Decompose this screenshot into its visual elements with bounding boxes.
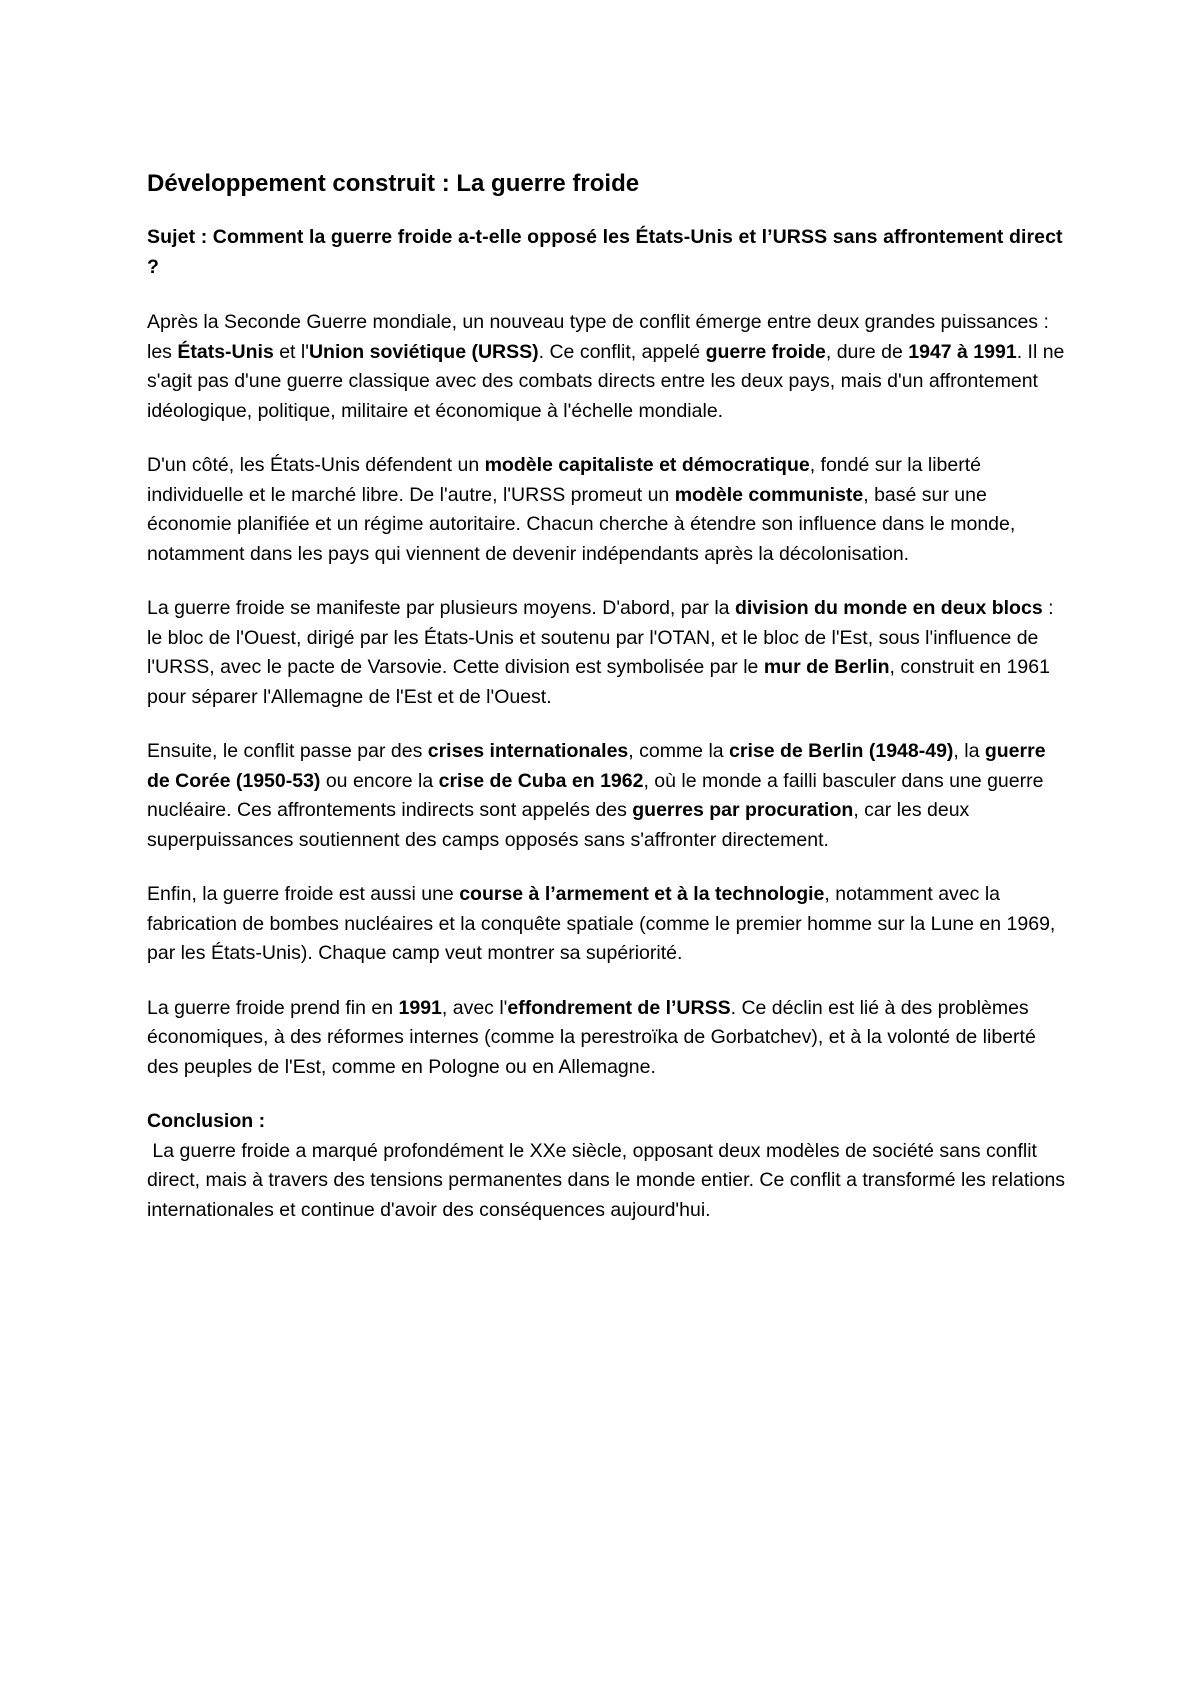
bold-text-run: course à l’armement et à la technologie <box>459 883 825 905</box>
paragraph <box>147 451 1067 569</box>
body-paragraphs <box>147 308 1067 1082</box>
bold-text-run: modèle communiste <box>674 483 864 506</box>
text-run: , basé sur une économie planifiée et un régime autoritaire. Chacun cherche à étendre son influence dans le monde, notamment dans les pays qui viennent de devenir indépendants après la décolonisation. <box>147 483 1016 565</box>
text-run: , où le monde a failli basculer dans une guerre nucléaire. Ces affrontements indirects sont appelés des <box>147 769 1044 821</box>
text-run: . Ce conflit, appelé <box>538 340 706 363</box>
text-run: , la <box>953 740 985 762</box>
bold-text-run: guerre de Corée (1950-53) <box>147 740 1046 792</box>
text-run: , fondé sur la liberté individuelle et le marché libre. De l'autre, l'URSS promeut un <box>147 454 981 506</box>
text-run: , notamment avec la fabrication de bombes nucléaires et la conquête spatiale (comme le premier homme sur la Lune en 1969, par les États-Unis). Chaque camp veut montrer sa supériorité. <box>147 883 1056 964</box>
bold-text-run: 1991 <box>398 996 442 1019</box>
conclusion-section <box>147 1107 1071 1225</box>
text-run: , dure de <box>825 340 909 363</box>
document-page <box>147 168 1071 1225</box>
text-run: , construit en 1961 pour séparer l'Allemagne de l'Est et de l'Ouest. <box>147 656 1050 708</box>
text-run: , comme la <box>628 740 730 762</box>
conclusion-text: La guerre froide a marqué profondément le XXe siècle, opposant deux modèles de société sans conflit direct, mais à travers des tensions permanentes dans le monde entier. Ce conflit a transformé les relations internationales et continue d'avoir des conséquences aujourd'hui. <box>147 1139 1071 1221</box>
bold-text-run: effondrement de l’URSS <box>507 996 731 1019</box>
text-run: La guerre froide prend fin en <box>147 996 399 1019</box>
text-run: . Il ne s'agit pas d'une guerre classique avec des combats directs entre les deux pays, mais d'un affrontement idéologique, politique, militaire et économique à l'échelle mondiale. <box>147 340 1065 422</box>
text-run: D'un côté, les États-Unis défendent un <box>147 454 485 476</box>
paragraph <box>147 994 1067 1083</box>
text-run: : le bloc de l'Ouest, dirigé par les États-Unis et soutenu par l'OTAN, et le bloc de l'Est, sous l'influence de l'URSS, avec le pacte de Varsovie. Cette division est symbolisée par le <box>147 597 1054 678</box>
text-run: , avec l' <box>441 996 508 1019</box>
bold-text-run: 1947 à 1991 <box>908 340 1017 363</box>
bold-text-run: division du monde en deux blocs <box>734 597 1043 619</box>
bold-text-run: guerre froide <box>705 340 826 363</box>
paragraph <box>147 308 1067 426</box>
document-title: Développement construit : La guerre froide <box>147 170 640 197</box>
bold-text-run: Union soviétique (URSS) <box>308 340 539 363</box>
text-run: ou encore la <box>320 769 439 792</box>
paragraph <box>147 737 1067 855</box>
conclusion-label: Conclusion : <box>147 1110 266 1132</box>
bold-text-run: crises internationales <box>427 740 629 762</box>
text-run: Après la Seconde Guerre mondiale, un nouveau type de conflit émerge entre deux grandes puissances : les <box>147 311 1049 363</box>
bold-text-run: guerres par procuration <box>632 799 854 821</box>
bold-text-run: États-Unis <box>177 340 274 363</box>
bold-text-run: crise de Cuba en 1962 <box>438 769 644 792</box>
text-run: , car les deux superpuissances soutiennent des camps opposés sans s'affronter directement. <box>147 799 970 851</box>
text-run: Ensuite, le conflit passe par des <box>147 740 428 762</box>
text-run: et l' <box>273 340 309 363</box>
bold-text-run: mur de Berlin <box>763 656 890 678</box>
text-run: La guerre froide se manifeste par plusieurs moyens. D'abord, par la <box>147 597 735 619</box>
bold-text-run: modèle capitaliste et démocratique <box>484 454 810 476</box>
paragraph <box>147 880 1067 969</box>
bold-text-run: crise de Berlin (1948-49) <box>729 740 954 762</box>
text-run: Enfin, la guerre froide est aussi une <box>147 883 460 905</box>
paragraph <box>147 594 1067 712</box>
document-subject: Sujet : Comment la guerre froide a-t-elle opposé les États-Unis et l’URSS sans affrontement direct ? <box>147 226 1063 278</box>
text-run: . Ce déclin est lié à des problèmes économiques, à des réformes internes (comme la perestroïka de Gorbatchev), et à la volonté de liberté des peuples de l'Est, comme en Pologne ou en Allemagne. <box>147 996 1036 1078</box>
